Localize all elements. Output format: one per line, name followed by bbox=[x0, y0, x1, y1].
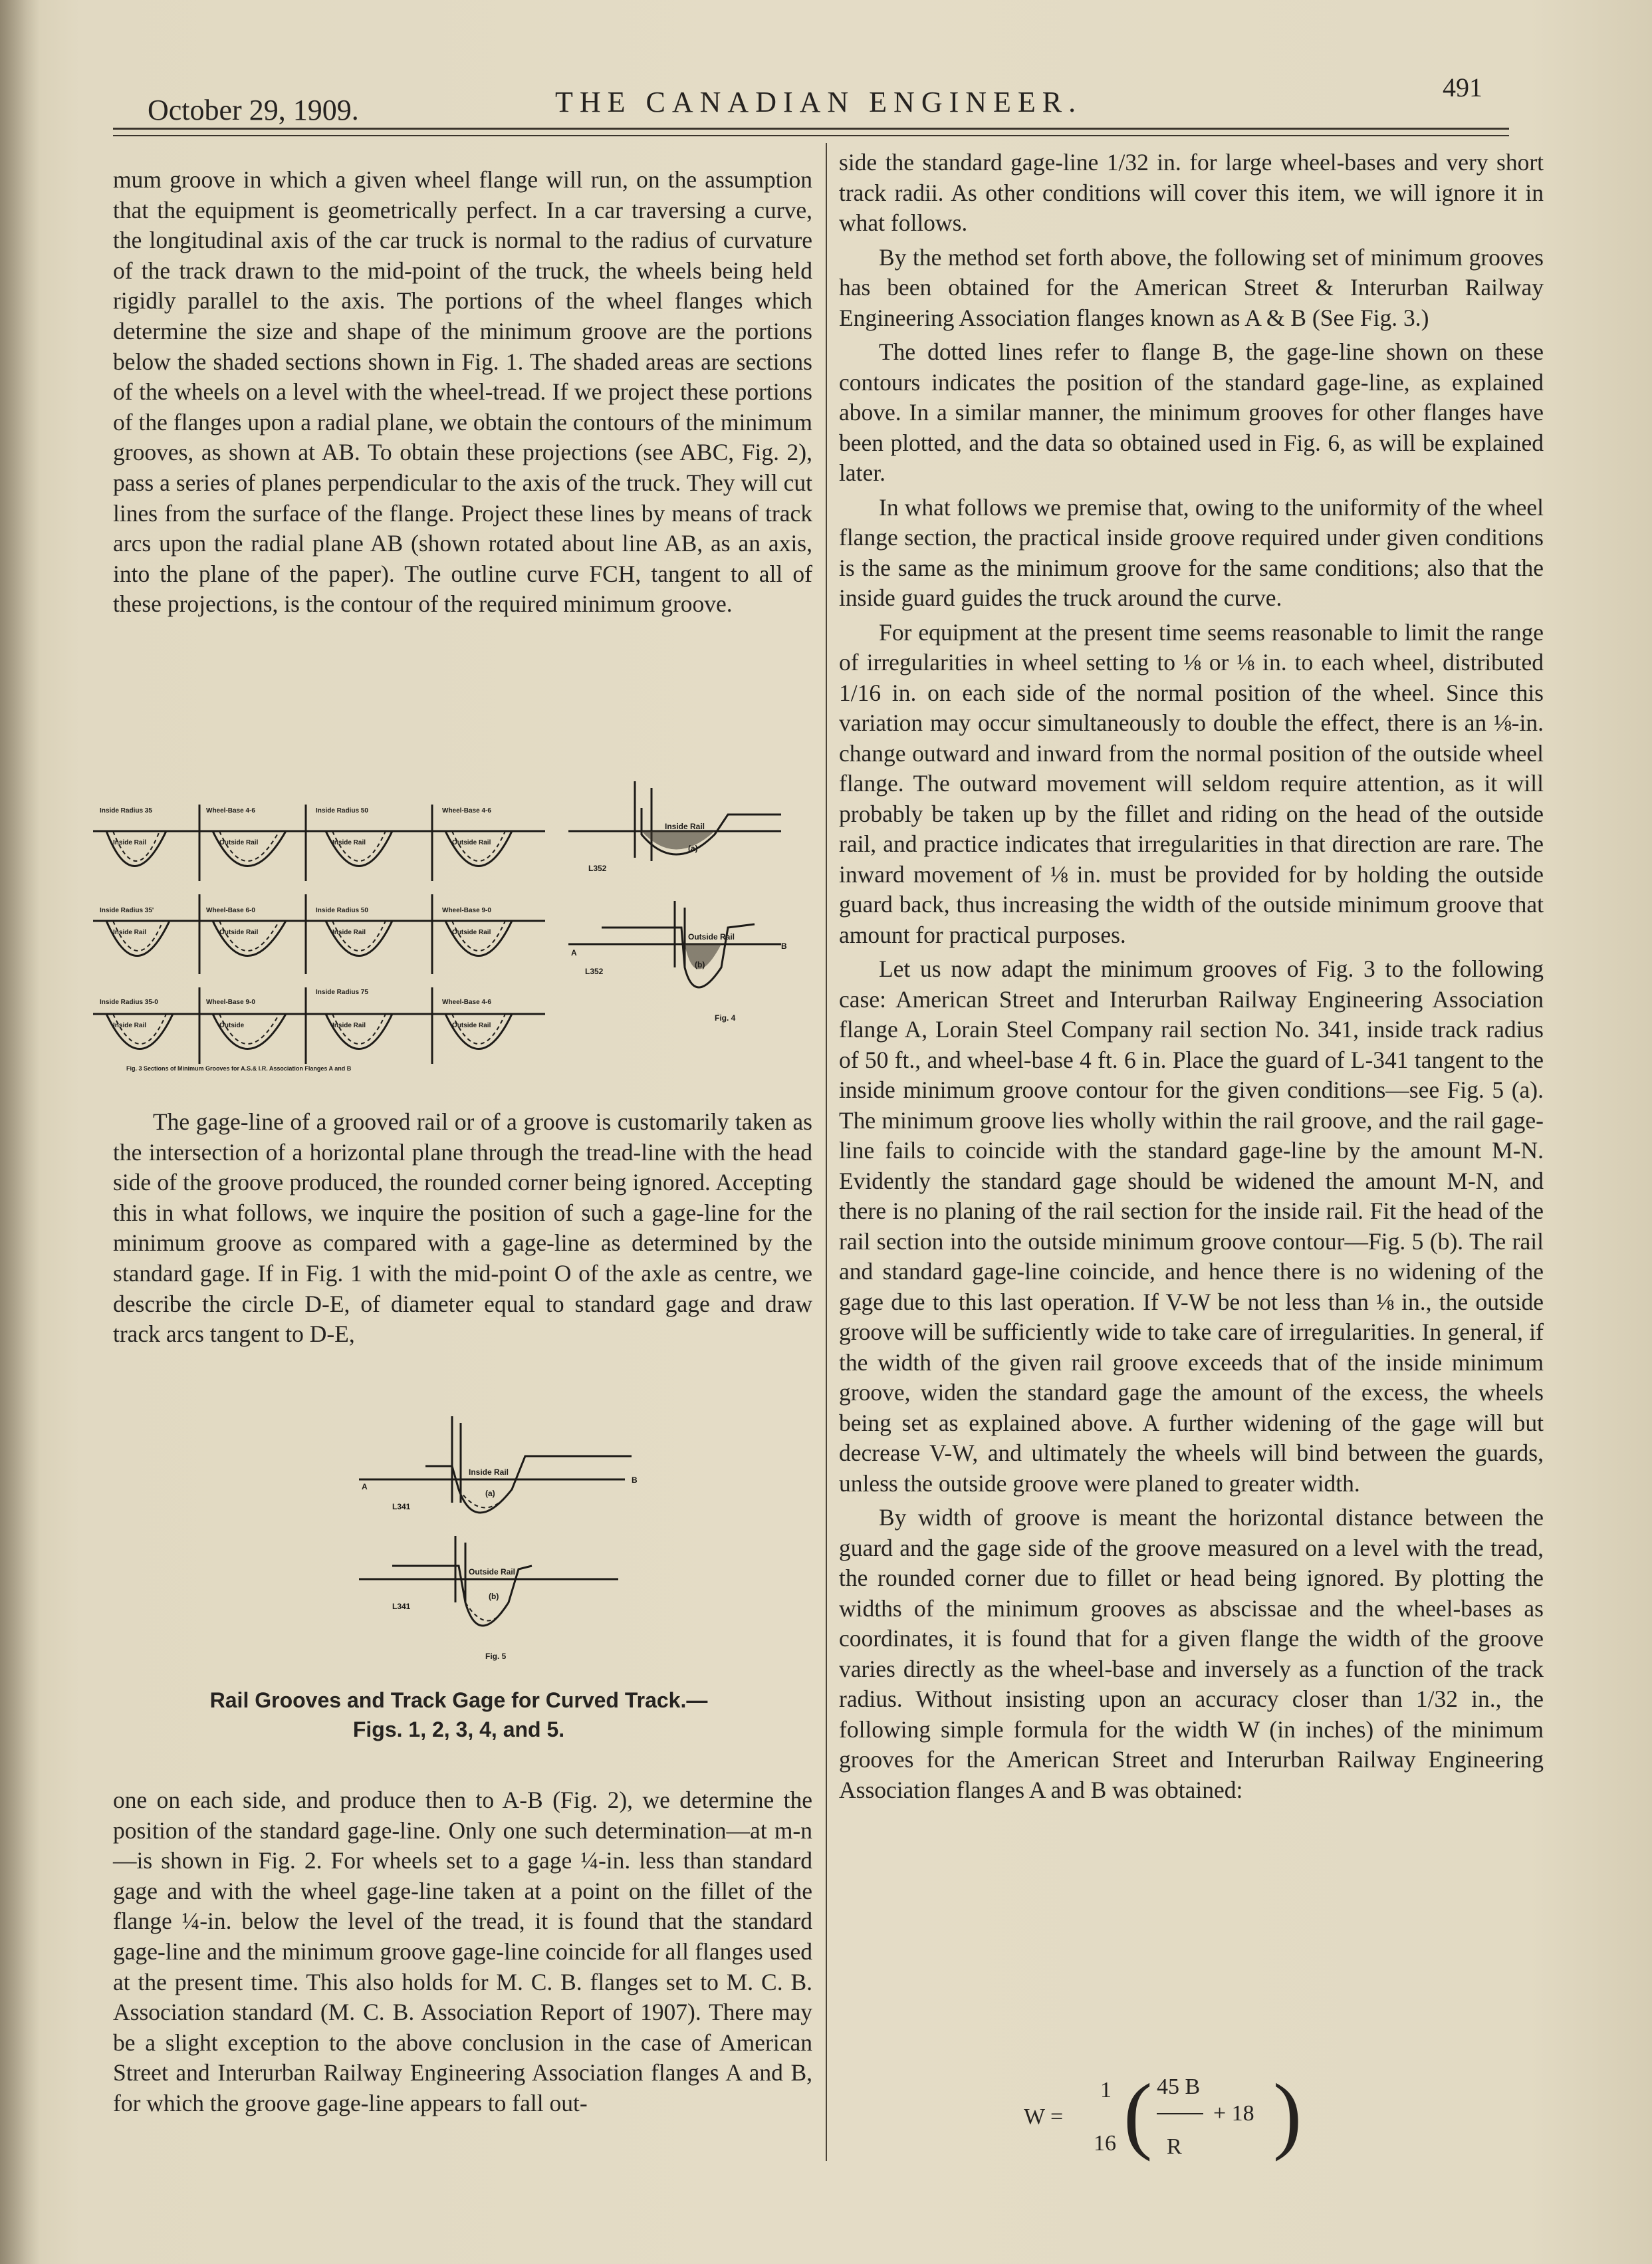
fig3-label: Wheel-Base 4-6 bbox=[442, 807, 491, 815]
fig4-part-label: (a) bbox=[688, 844, 698, 853]
figure-5 bbox=[352, 1403, 685, 1669]
fig3-label: Inside Rail bbox=[332, 1022, 366, 1029]
formula-coef-den: 16 bbox=[1094, 2131, 1116, 2156]
paragraph: By width of groove is meant the horizontal distance between the guard and the gage side of the groove measured on a level with the tread, the rounded corner due to fillet or head being ignored. By plotting the widths of the minimum grooves as abscissae and the wheel-bases as coordinates, it is found that for a given flange the width of the groove varies directly as the wheel-base and inversely as a function of the track radius. Without insisting upon an accuracy closer than 1/32 in., the following simple formula for the width W (in inches) of the minimum grooves for the American Street and Interurban Railway Engineering Association flanges A and B was obtained: bbox=[839, 1504, 1544, 1803]
fig4-section-label: L352 bbox=[588, 864, 607, 873]
fig4-part-label: (b) bbox=[695, 960, 705, 969]
fig3-label: Inside Radius 75 bbox=[316, 989, 368, 996]
fig5-rail-label: Inside Rail bbox=[469, 1467, 509, 1477]
fig4-section-label: L352 bbox=[585, 967, 604, 976]
formula-frac-num: 45 B bbox=[1157, 2075, 1201, 2099]
fig3-label: Wheel-Base 4-6 bbox=[206, 807, 255, 815]
formula-lhs: W = bbox=[1024, 2104, 1064, 2129]
page-number: 491 bbox=[1443, 72, 1482, 102]
paragraph: one on each side, and produce then to A-B (Fig. 2), we determine the position of the standard gage-line. Only one such determination—at m-n—is shown in Fig. 2. For wheels set to a gage ¼-in. less than standard gage and with the wheel gage-line taken at a point on the fillet of the flange ¼-in. below the level of the tread, it is found that the standard gage-line and the minimum groove gage-line coincide for all flanges used at the present time. This also holds for M. C. B. flanges set to M. C. B. Association standard (M. C. B. Association Report of 1907). There may be a slight exception to the above conclusion in the case of American Street and Interurban Railway Engineering Association flanges A and B, for which the groove gage-line appears to fall out- bbox=[113, 1787, 812, 2116]
paragraph: In what follows we premise that, owing to the uniformity of the wheel flange section, the practical inside groove required under given conditions is the same as the minimum groove for the same conditions; also that the inside guard guides the truck around the curve. bbox=[839, 493, 1544, 611]
formula-paren-close: ) bbox=[1273, 2067, 1302, 2162]
fig3-label: Wheel-Base 6-0 bbox=[206, 907, 255, 914]
fig4-label: Fig. 4 bbox=[715, 1013, 736, 1023]
fig5-point-label: A bbox=[362, 1482, 368, 1491]
fig3-label: Wheel-Base 9-0 bbox=[442, 907, 491, 914]
paragraph: The gage-line of a grooved rail or of a groove is customarily taken as the intersection of a horizontal plane through the tread-line with the head side of the groove produced, the rounded corner being ignored. Accepting this in what follows, we inquire the position of such a gage-line for the minimum groove as compared with a gage-line as determined by the standard gage. If in Fig. 1 with the mid-point O of the axle as centre, we describe the circle D-E, of diameter equal to standard gage and draw track arcs tangent to D-E, bbox=[113, 1108, 812, 1348]
fig3-label: Inside Rail bbox=[113, 1022, 147, 1029]
column-divider bbox=[826, 143, 827, 2161]
fig3-label: Outside Rail bbox=[452, 839, 491, 846]
fig3-label: Inside Rail bbox=[113, 929, 147, 936]
fig4-point-label: B bbox=[781, 942, 787, 951]
fig3-label: Inside Rail bbox=[332, 929, 366, 936]
figure-3 bbox=[86, 785, 552, 1077]
paragraph: For equipment at the present time seems reasonable to limit the range of irregularities in wheel setting to ⅛ or ⅛ in. to each wheel, distributed 1/16 in. on each side of the normal position of the wheel. Since this variation may occur simultaneously to double the effect, there is an ⅛-in. change outward and inward from the normal position of the outside wheel flange. The outward movement will seldom require attention, as it will probably be taken up by the fillet and riding on the head of the outside rail, and practice indicates that irregularities in that direction are rare. The inward movement of ⅛ in. must be provided for by holding the outside guard back, thus increasing the width of the outside minimum groove that amount for practical purposes. bbox=[839, 618, 1544, 948]
caption-line-2: Figs. 1, 2, 3, 4, and 5. bbox=[352, 1717, 565, 1741]
caption-line-1: Rail Grooves and Track Gage for Curved Track.— bbox=[209, 1688, 708, 1712]
paragraph: mum groove in which a given wheel flange will run, on the assumption that the equipment is geometrically perfect. In a car traversing a curve, the longitudinal axis of the car truck is normal to the radius of curvature of the track drawn to the mid-point of the truck, the wheels being held rigidly parallel to the axis. The portions of the wheel flanges which determine the size and shape of the minimum groove are the portions below the shaded sections shown in Fig. 1. The shaded areas are sections of the wheels on a level with the wheel-tread. If we project these portions of the flanges upon a radial plane, we obtain the contours of the minimum grooves, as shown at AB. To obtain these projections (see ABC, Fig. 2), pass a series of planes perpendicular to the axis of the truck. They will cut lines from the surface of the flange. Project these lines by means of track arcs upon the radial plane AB (shown rotated about line AB, as an axis, into the plane of the paper). The outline curve FCH, tangent to all of these projections, is the contour of the required minimum groove. bbox=[113, 166, 812, 618]
fig3-label: Inside Radius 35 bbox=[100, 807, 152, 815]
formula-paren-open: ( bbox=[1123, 2067, 1153, 2162]
fig3-label: Outside Rail bbox=[452, 929, 491, 936]
fig3-label: Outside Rail bbox=[219, 929, 259, 936]
fig3-label: Outside Rail bbox=[219, 839, 259, 846]
figures-caption bbox=[113, 1686, 804, 1744]
paragraph: The dotted lines refer to flange B, the gage-line shown on these contours indicates the position of the standard gage-line, as explained above. In a similar manner, the minimum grooves for other flanges have been plotted, and the data so obtained used in Fig. 6, as will be explained later. bbox=[839, 338, 1544, 486]
fig5-part-label: (b) bbox=[489, 1592, 499, 1601]
fig4-rail-label: Outside Rail bbox=[688, 932, 735, 942]
fig3-label: Wheel-Base 4-6 bbox=[442, 999, 491, 1006]
fig3-label: Inside Rail bbox=[113, 839, 147, 846]
figure-3-drawing bbox=[86, 785, 552, 1077]
width-formula bbox=[1024, 2068, 1316, 2168]
formula-frac-den: R bbox=[1167, 2134, 1182, 2159]
header-rule-top bbox=[113, 128, 1509, 130]
fig3-caption: Fig. 3 Sections of Minimum Grooves for A.S.& I.R. Association Flanges A and B bbox=[126, 1065, 352, 1072]
left-column-bottom bbox=[113, 1785, 812, 2119]
binding-shadow bbox=[0, 0, 40, 2264]
fig3-label: Outside bbox=[219, 1022, 245, 1029]
formula-coef-num: 1 bbox=[1100, 2078, 1112, 2102]
formula-frac-bar bbox=[1157, 2113, 1203, 2114]
left-column-middle bbox=[113, 1107, 812, 1350]
formula-plus-term: + 18 bbox=[1213, 2101, 1254, 2126]
journal-title: THE CANADIAN ENGINEER. bbox=[555, 86, 1083, 118]
fig3-label: Inside Radius 50 bbox=[316, 907, 368, 914]
fig3-label: Inside Radius 50 bbox=[316, 807, 368, 815]
figure-4 bbox=[562, 768, 814, 1034]
fig3-label: Outside Rail bbox=[452, 1022, 491, 1029]
left-column-top bbox=[113, 165, 812, 620]
fig5-rail-label: Outside Rail bbox=[469, 1567, 516, 1576]
fig3-label: Wheel-Base 9-0 bbox=[206, 999, 255, 1006]
paragraph: Let us now adapt the minimum grooves of Fig. 3 to the following case: American Street and Interurban Railway Engineering Association flange A, Lorain Steel Company rail section No. 341, inside track radius of 50 ft., and wheel-base 4 ft. 6 in. Place the guard of L-341 tangent to the inside minimum groove contour for the given conditions—see Fig. 5 (a). The minimum groove lies wholly within the rail groove, and the rail gage-line fails to coincide with the standard gage-line by the amount M-N. Evidently the standard gage should be widened the amount M-N, and there is no planing of the rail section for the inside rail. Fit the head of the rail section into the outside minimum groove contour—Fig. 5 (b). The rail and standard gage-line coincide, and hence there is no widening of the gage due to this last operation. If V-W be not less than ⅛ in., the outside groove will be sufficiently wide to take care of irregularities. In general, if the width of the given rail groove exceeds that of the inside minimum groove, widen the standard gage the amount of the excess, the wheels being set as explained above. A further widening of the gage will but decrease V-W, and ultimately the wheels will bind between the guards, unless the outside groove were planed to greater width. bbox=[839, 955, 1544, 1497]
fig3-label: Inside Radius 35-0 bbox=[100, 999, 158, 1006]
fig3-label: Inside Rail bbox=[332, 839, 366, 846]
fig5-section-label: L341 bbox=[392, 1602, 411, 1611]
right-column bbox=[839, 148, 1544, 1805]
header-rule-bottom bbox=[113, 135, 1509, 136]
paragraph: By the method set forth above, the following set of minimum grooves has been obtained for the American Street & Interurban Railway Engineering Association flanges known as A & B (See Fig. 3.) bbox=[839, 243, 1544, 331]
fig4-point-label: A bbox=[571, 948, 577, 957]
figure-5-drawing bbox=[352, 1403, 685, 1669]
fig5-label: Fig. 5 bbox=[485, 1652, 507, 1661]
fig4-rail-label: Inside Rail bbox=[665, 822, 705, 831]
paragraph: side the standard gage-line 1/32 in. for large wheel-bases and very short track radii. As other conditions will cover this item, we will ignore it in what follows. bbox=[839, 149, 1544, 236]
fig3-label: Inside Radius 35' bbox=[100, 907, 154, 914]
figure-4-drawing bbox=[562, 768, 814, 1034]
fig5-point-label: B bbox=[632, 1475, 638, 1485]
fig5-section-label: L341 bbox=[392, 1502, 411, 1511]
fig5-part-label: (a) bbox=[485, 1489, 495, 1498]
issue-date: October 29, 1909. bbox=[148, 94, 359, 126]
